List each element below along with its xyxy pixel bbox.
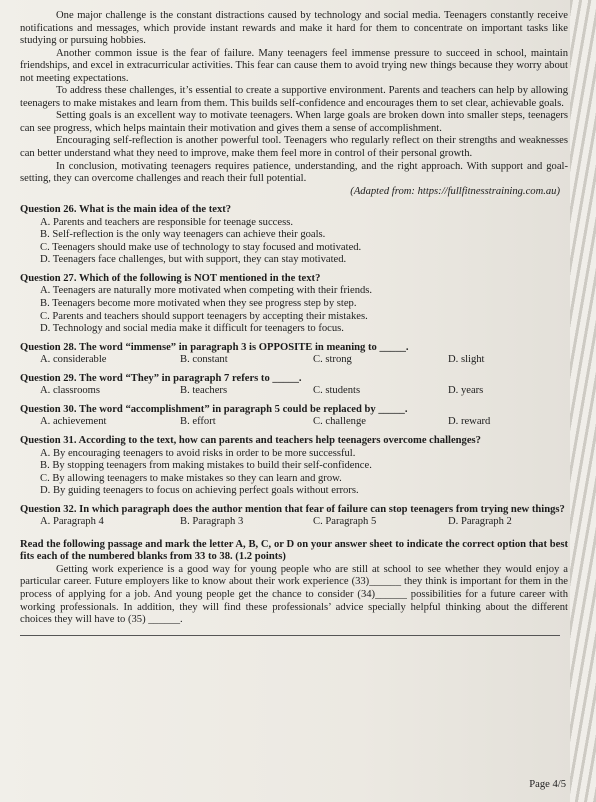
q27-option-d: D. Technology and social media make it difficult for teenagers to focus. (40, 323, 344, 335)
q30-option-a: A. achievement (40, 416, 107, 428)
q32-options (20, 516, 568, 529)
question-31: Question 31. According to the text, how can parents and teachers help teenagers overcome challenges? (20, 434, 481, 446)
page-edge-shadow (570, 0, 596, 802)
q29-option-c: C. students (313, 385, 361, 397)
q29-option-a: A. classrooms (40, 385, 101, 397)
q26-option-a: A. Parents and teachers are responsible for teenage success. (40, 216, 293, 228)
question-30: Question 30. The word “accomplishment” in paragraph 5 could be replaced by _____. (20, 403, 408, 415)
page-number: Page 4/5 (529, 779, 566, 790)
q28-options (20, 354, 568, 367)
q32-option-d: D. Paragraph 2 (448, 516, 512, 528)
passage-paragraph-4: Setting goals is an excellent way to motivate teenagers. When large goals are broken down into smaller steps, teenagers can see progress, which helps maintain their motivation and gives them a sense of accomplishment. (20, 110, 568, 134)
q32-option-a: A. Paragraph 4 (40, 516, 104, 528)
question-26: Question 26. What is the main idea of the text? (20, 204, 232, 216)
q30-option-c: C. challenge (313, 416, 366, 428)
question-27: Question 27. Which of the following is NOT mentioned in the text? (20, 272, 321, 284)
q32-option-b: B. Paragraph 3 (180, 516, 244, 528)
q26-option-c: C. Teenagers should make use of technology to stay focused and motivated. (40, 241, 362, 253)
passage-paragraph-1: One major challenge is the constant distractions caused by technology and social media. Teenagers constantly receive notifications and messages, which provide instant rewards and make it hard for them to concentrate on important tasks like studying or pursuing hobbies. (20, 10, 568, 47)
passage-paragraph-6: In conclusion, motivating teenagers requires patience, understanding, and the right approach. With support and goal-setting, they can overcome challenges and reach their full potential. (20, 160, 568, 185)
q31-option-d: D. By guiding teenagers to focus on achieving perfect goals without errors. (40, 485, 359, 497)
passage-paragraph-2: Another common issue is the fear of failure. Many teenagers feel immense pressure to succeed in school, maintain friendships, and excel in extracurricular activities. This fear can cause them to avoid trying new things because they worry about not meeting expectations. (20, 47, 568, 84)
q30-options (20, 416, 568, 429)
q31-option-b: B. By stopping teenagers from making mistakes to build their self-confidence. (40, 460, 372, 472)
question-29: Question 29. The word “They” in paragraph 7 refers to _____. (20, 372, 302, 384)
page-content (20, 0, 568, 636)
passage-paragraph-3: To address these challenges, it’s essential to create a supportive environment. Parents and teachers can help by allowing teenagers to make mistakes and learn from them. This builds self-confidence and encourages them to set clear, achievable goals. (20, 85, 568, 109)
q32-option-c: C. Paragraph 5 (313, 516, 377, 528)
q27-option-c: C. Parents and teachers should support teenagers by accepting their mistakes. (40, 310, 368, 322)
q28-option-b: B. constant (180, 354, 228, 366)
question-32: Question 32. In which paragraph does the author mention that fear of failure can stop teenagers from trying new things? (20, 503, 565, 515)
q28-option-a: A. considerable (40, 354, 107, 366)
cloze-passage: Getting work experience is a good way for young people who are still at school to see whether they would enjoy a particular career. Future employers like to know about their work experience (33)______ they think is important for them in the process of applying for a job. And young people get the chance to consider (34)______ possibilities for a future career with working professionals. In addition, they will find these professionals’ advice specially helpful thinking about the different choices they will have to (35) ______. (20, 563, 568, 626)
footer-divider (20, 635, 560, 636)
q31-option-c: C. By allowing teenagers to make mistakes so they can learn and grow. (40, 472, 342, 484)
passage-paragraph-5: Encouraging self-reflection is another powerful tool. Teenagers who regularly reflect on their strengths and weaknesses can better understand what they need to improve, make them feel more in control of their personal growth. (20, 135, 568, 160)
q29-option-b: B. teachers (180, 385, 228, 397)
q30-option-b: B. effort (180, 416, 216, 428)
q27-option-a: A. Teenagers are naturally more motivated when competing with their friends. (40, 285, 373, 297)
q31-option-a: A. By encouraging teenagers to avoid risks in order to be more successful. (40, 447, 356, 459)
q26-option-d: D. Teenagers face challenges, but with support, they can stay motivated. (40, 254, 347, 266)
q30-option-d: D. reward (448, 416, 491, 428)
q27-option-b: B. Teenagers become more motivated when they see progress step by step. (40, 298, 357, 310)
q28-option-c: C. strong (313, 354, 352, 366)
question-28: Question 28. The word “immense” in paragraph 3 is OPPOSITE in meaning to _____. (20, 341, 409, 353)
q29-options (20, 385, 568, 398)
cloze-task-instruction: Read the following passage and mark the letter A, B, C, or D on your answer sheet to indicate the correct option that best fits each of the numbered blanks from 33 to 38. (1.2 points) (20, 538, 568, 563)
q28-option-d: D. slight (448, 354, 485, 366)
passage-source: (Adapted from: https://fullfitnesstraining.com.au) (350, 185, 560, 197)
q26-option-b: B. Self-reflection is the only way teenagers can achieve their goals. (40, 229, 326, 241)
q29-option-d: D. years (448, 385, 484, 397)
